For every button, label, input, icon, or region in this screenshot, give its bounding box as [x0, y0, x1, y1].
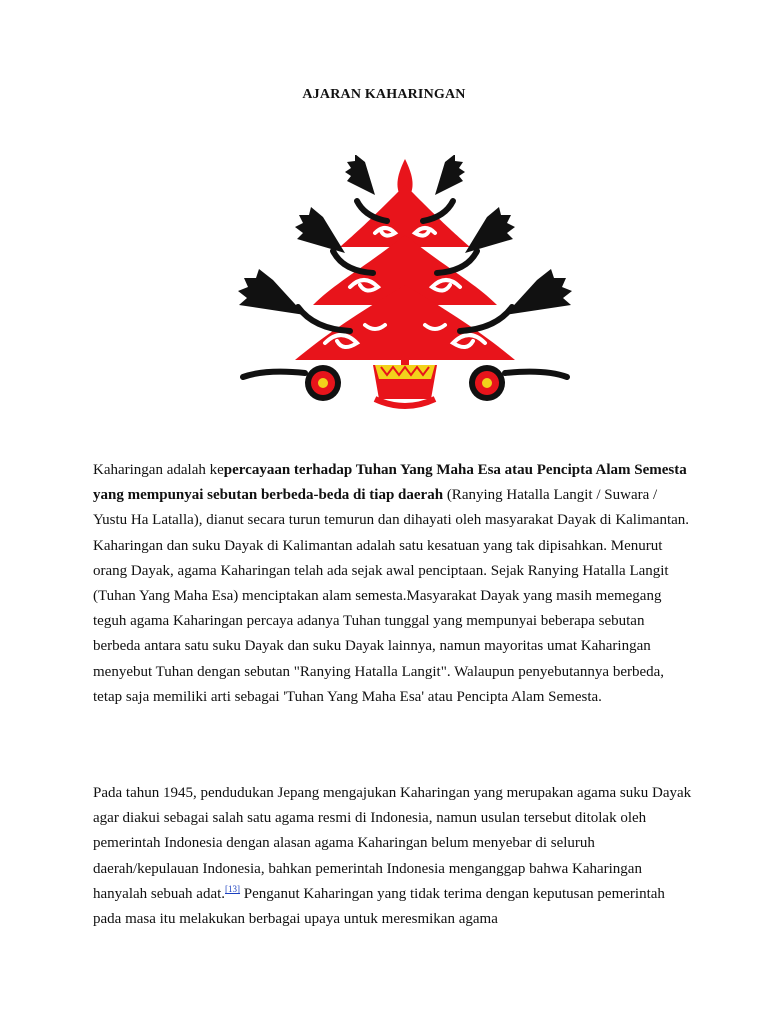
paragraph-history-rest: Penganut Kaharingan yang tidak terima dengan keputusan pemerintah pada masa itu melakukan berbagai upaya untuk meresmikan agama — [93, 885, 665, 928]
paragraph-intro-rest: (Ranying Hatalla Langit / Suwara / Yustu Ha Latalla), dianut secara turun temurun dan dihayati oleh masyarakat Dayak di Kalimantan. Kaharingan dan suku Dayak di Kalimantan adalah satu kesatuan yang tak dipisahkan. Menurut orang Dayak, agama Kaharingan telah ada sejak awal penciptaan. Sejak Ranying Hatalla Langit (Tuhan Yang Maha Esa) menciptakan alam semesta.Masyarakat Dayak yang masih memegang teguh agama Kaharingan percaya adanya Tuhan tunggal yang mempunyai beberapa sebutan berbeda antara satu suku Dayak dan suku Dayak lainnya, namun mayoritas umat Kaharingan menyebut Tuhan dengan sebutan "Ranying Hatalla Langit". Walaupun penyebutannya berbeda, tetap saja memiliki arti sebagai 'Tuhan Yang Maha Esa' atau Pencipta Alam Semesta. — [93, 487, 690, 705]
paragraph-intro — [93, 458, 693, 710]
page-title: AJARAN KAHARINGAN — [302, 87, 466, 102]
citation-link[interactable]: [13] — [225, 883, 241, 894]
batang-garing-icon — [225, 155, 585, 415]
paragraph-intro-bold: percayaan terhadap Tuhan Yang Maha Esa atau Pencipta Alam Semesta yang mempunyai sebutan berbeda-beda di tiap daerah — [93, 462, 687, 504]
paragraph-history — [93, 781, 693, 932]
paragraph-history-lead: Pada tahun 1945, pendudukan Jepang mengajukan Kaharingan yang merupakan agama suku Dayak agar diakui sebagai salah satu agama resmi di Indonesia, namun usulan tersebut ditolak oleh pemerintah Indonesia dengan alasan agama Kaharingan belum menyebar di seluruh daerah/kepulauan Indonesia, bahkan pemerintah Indonesia menganggap bahwa Kaharingan hanyalah sebuah adat. — [93, 785, 692, 902]
paragraph-intro-lead: Kaharingan adalah ke — [93, 462, 224, 478]
